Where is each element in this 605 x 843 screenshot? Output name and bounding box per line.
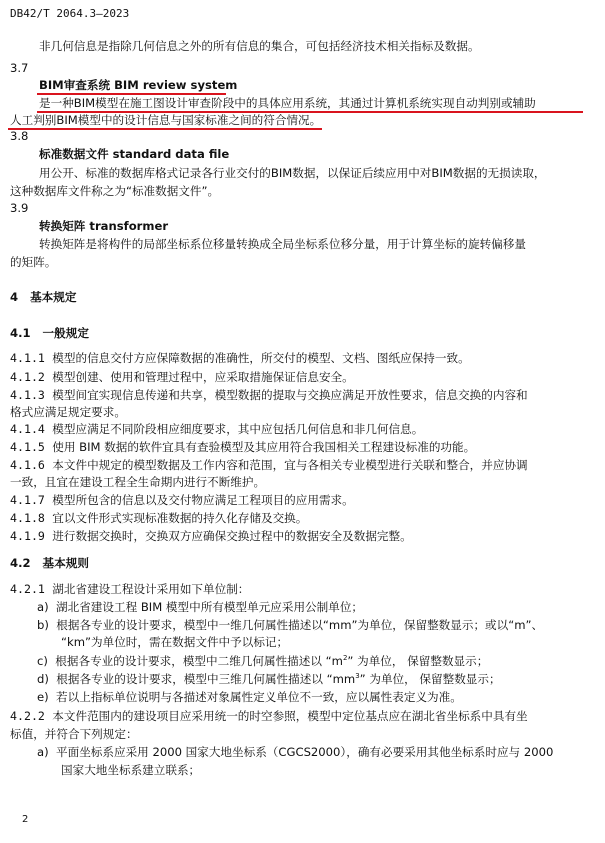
list-item-c: c) 根据各专业的设计要求，模型中二维几何属性描述以 “$m^2$” 为单位， 保留整数显示； (37, 654, 489, 668)
clause-4-1-2: 4.1.2 模型创建、使用和管理过程中，应采取措施保证信息安全。 (10, 370, 354, 384)
list-item-e: e) 若以上指标单位说明与各描述对象属性定义单位不一致，应以属性表定义为准。 (37, 690, 462, 704)
clause-4-1-3: 4.1.3 模型间宜实现信息传递和共享，模型数据的提取与交换应满足开放性要求，信息交换的内容和 (10, 388, 528, 402)
document-code: DB42/T 2064.3—2023 (10, 7, 130, 20)
list-item-d: d) 根据各专业的设计要求，模型中三维几何属性描述以 “$mm^3$” 为单位， 保留整数显示； (37, 672, 501, 686)
section-heading-4: 4 基本规定 (10, 290, 77, 304)
definition-line-2: 人工判别BIM模型中的设计信息与国家标准之间的符合情况。 (10, 113, 322, 127)
clause-4-1-7: 4.1.7 模型所包含的信息以及交付物应满足工程项目的应用需求。 (10, 493, 354, 507)
section-heading-4-2: 4.2 基本规则 (10, 556, 89, 570)
section-heading-4-1: 4.1 一般规定 (10, 326, 89, 340)
paragraph-non-geometric-info: 非几何信息是指除几何信息之外的所有信息的集合，可包括经济技术相关指标及数据。 (39, 39, 480, 53)
page-number: 2 (22, 814, 29, 825)
list-item-a: a) 湖北省建设工程 BIM 模型中所有模型单元应采用公制单位； (37, 600, 364, 614)
red-underline-definition-2 (8, 128, 322, 130)
clause-4-1-5: 4.1.5 使用 BIM 数据的软件宜具有查验模型及其应用符合我国相关工程建设标准的功能。 (10, 440, 476, 454)
list-item-b: b) 根据各专业的设计要求，模型中一维几何属性描述以“mm”为单位，保留整数显示；或以“m”、 (37, 618, 544, 632)
clause-number-3-8: 3.8 (10, 129, 29, 143)
list-item-a-continued: 国家大地坐标系建立联系； (61, 763, 201, 777)
clause-4-1-6: 4.1.6 本文件中规定的模型数据及工作内容和范围，宜与各相关专业模型进行关联和整合，并应协调 (10, 458, 528, 472)
list-item-b-continued: “km”为单位时，需在数据文件中予以标记； (61, 635, 289, 649)
term-bim-review-system: BIM审查系统 BIM review system (39, 78, 238, 92)
definition-line-1: 是一种BIM模型在施工图设计审查阶段中的具体应用系统，其通过计算机系统实现自动判别或辅助 (39, 96, 536, 110)
clause-4-2-2-continued: 标值，并符合下列规定： (10, 727, 138, 741)
definition-line-1: 转换矩阵是将构件的局部坐标系位移量转换成全局坐标系位移分量，用于计算坐标的旋转偏移量 (39, 237, 526, 251)
clause-number-3-7: 3.7 (10, 61, 29, 75)
clause-4-1-8: 4.1.8 宜以文件形式实现标准数据的持久化存储及交换。 (10, 511, 308, 525)
clause-4-1-3-continued: 格式应满足规定要求。 (10, 405, 126, 419)
term-transformer: 转换矩阵 transformer (39, 219, 169, 233)
clause-4-2-1: 4.2.1 湖北省建设工程设计采用如下单位制： (10, 582, 250, 596)
clause-4-1-9: 4.1.9 进行数据交换时，交换双方应确保交换过程中的数据安全及数据完整。 (10, 529, 412, 543)
definition-line-1: 用公开、标准的数据库格式记录各行业交付的BIM数据，以保证后续应用中对BIM数据的无损读取， (39, 166, 546, 180)
clause-4-2-2: 4.2.2 本文件范围内的建设项目应采用统一的时空参照，模型中定位基点应在湖北省坐标系中具有坐 (10, 709, 528, 723)
definition-line-2: 这种数据库文件称之为“标准数据文件”。 (10, 184, 220, 198)
term-standard-data-file: 标准数据文件 standard data file (39, 147, 230, 161)
definition-line-2: 的矩阵。 (10, 255, 57, 269)
list-item-a: a) 平面坐标系应采用 2000 国家大地坐标系（CGCS2000），确有必要采用其他坐标系时应与 2000 (37, 745, 554, 759)
clause-4-1-4: 4.1.4 模型应满足不同阶段相应细度要求，其中应包括几何信息和非几何信息。 (10, 422, 424, 436)
clause-4-1-1: 4.1.1 模型的信息交付方应保障数据的准确性，所交付的模型、文档、图纸应保持一致。 (10, 351, 470, 365)
clause-number-3-9: 3.9 (10, 201, 29, 215)
clause-4-1-6-continued: 一致，且宜在建设工程全生命期内进行不断维护。 (10, 475, 266, 489)
